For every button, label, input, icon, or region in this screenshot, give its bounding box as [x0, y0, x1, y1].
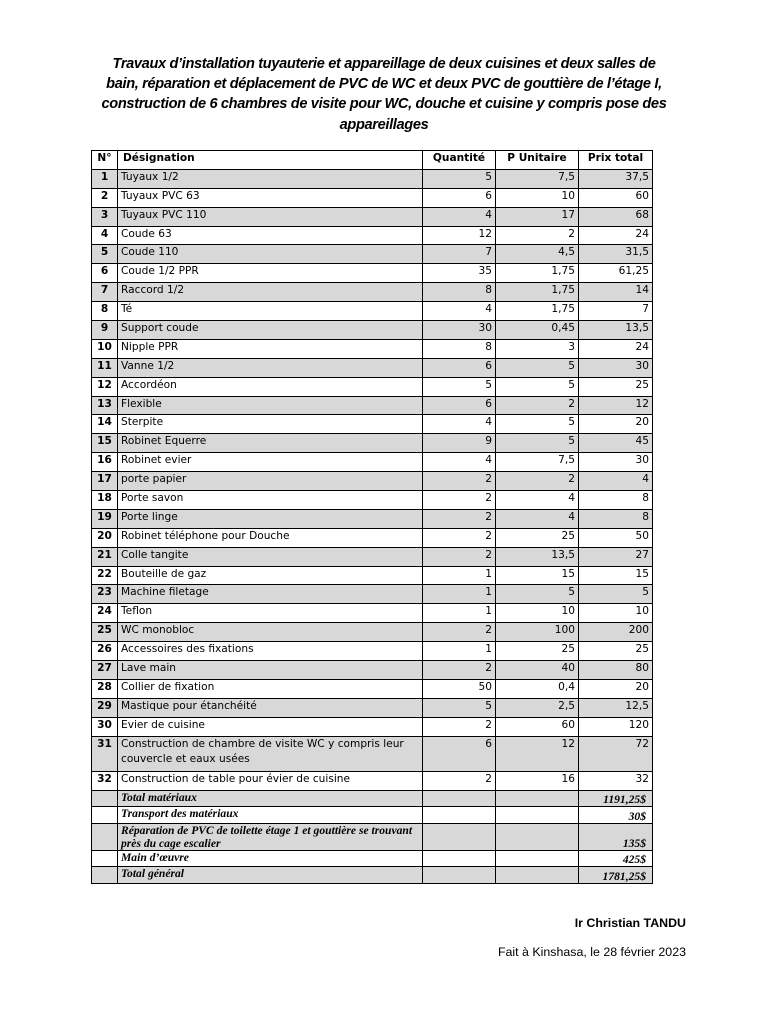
- table-row: [92, 377, 653, 396]
- row-designation: Bouteille de gaz: [118, 566, 423, 585]
- row-number: 3: [92, 207, 118, 226]
- row-total: 37,5: [579, 169, 653, 188]
- row-total: 10: [579, 604, 653, 623]
- row-quantite: 7: [423, 245, 496, 264]
- row-pu: 5: [496, 377, 579, 396]
- summary-empty-cell: [423, 850, 496, 867]
- row-number: 18: [92, 491, 118, 510]
- summary-label: Total matériaux: [118, 790, 423, 807]
- row-pu: 100: [496, 623, 579, 642]
- table-row: [92, 491, 653, 510]
- row-quantite: 30: [423, 321, 496, 340]
- summary-label: Main d’œuvre: [118, 850, 423, 867]
- summary-empty-cell: [496, 867, 579, 884]
- row-number: 15: [92, 434, 118, 453]
- row-designation: Coude 110: [118, 245, 423, 264]
- col-header-num: N°: [92, 151, 118, 170]
- table-row: [92, 547, 653, 566]
- row-pu: 40: [496, 661, 579, 680]
- row-quantite: 6: [423, 736, 496, 771]
- table-header-row: [92, 151, 653, 170]
- table-row: [92, 623, 653, 642]
- row-pu: 0,4: [496, 679, 579, 698]
- summary-empty-cell: [423, 823, 496, 850]
- table-row: [92, 302, 653, 321]
- row-total: 13,5: [579, 321, 653, 340]
- row-designation: Teflon: [118, 604, 423, 623]
- row-designation: Porte linge: [118, 509, 423, 528]
- row-designation: Coude 1/2 PPR: [118, 264, 423, 283]
- row-quantite: 2: [423, 623, 496, 642]
- row-designation: Machine filetage: [118, 585, 423, 604]
- row-number: 30: [92, 717, 118, 736]
- row-designation: Tuyaux 1/2: [118, 169, 423, 188]
- row-pu: 4: [496, 509, 579, 528]
- table-body: [92, 169, 653, 883]
- row-quantite: 1: [423, 642, 496, 661]
- summary-empty-cell: [92, 850, 118, 867]
- row-number: 31: [92, 736, 118, 771]
- table-row: [92, 339, 653, 358]
- row-total: 30: [579, 358, 653, 377]
- table-row: [92, 509, 653, 528]
- row-designation: Accessoires des fixations: [118, 642, 423, 661]
- summary-row: [92, 850, 653, 867]
- table-row: [92, 207, 653, 226]
- summary-value: 425$: [579, 850, 653, 867]
- table-row: [92, 528, 653, 547]
- row-total: 61,25: [579, 264, 653, 283]
- row-total: 25: [579, 642, 653, 661]
- table-row: [92, 698, 653, 717]
- row-number: 20: [92, 528, 118, 547]
- row-designation: Porte savon: [118, 491, 423, 510]
- table-row: [92, 604, 653, 623]
- row-total: 25: [579, 377, 653, 396]
- summary-empty-cell: [92, 823, 118, 850]
- row-total: 200: [579, 623, 653, 642]
- row-number: 27: [92, 661, 118, 680]
- row-pu: 7,5: [496, 453, 579, 472]
- row-pu: 5: [496, 434, 579, 453]
- table-row: [92, 169, 653, 188]
- summary-empty-cell: [92, 790, 118, 807]
- summary-row: [92, 867, 653, 884]
- row-number: 9: [92, 321, 118, 340]
- table-row: [92, 566, 653, 585]
- row-pu: 2: [496, 472, 579, 491]
- summary-value: 30$: [579, 807, 653, 824]
- row-pu: 12: [496, 736, 579, 771]
- row-quantite: 1: [423, 604, 496, 623]
- row-total: 80: [579, 661, 653, 680]
- row-designation: Mastique pour étanchéité: [118, 698, 423, 717]
- row-quantite: 2: [423, 491, 496, 510]
- row-number: 21: [92, 547, 118, 566]
- row-quantite: 4: [423, 302, 496, 321]
- signer-name: Ir Christian TANDU: [574, 916, 686, 930]
- summary-value: 1191,25$: [579, 790, 653, 807]
- summary-empty-cell: [92, 807, 118, 824]
- row-number: 24: [92, 604, 118, 623]
- row-quantite: 2: [423, 717, 496, 736]
- row-total: 7: [579, 302, 653, 321]
- summary-empty-cell: [496, 807, 579, 824]
- row-quantite: 5: [423, 377, 496, 396]
- row-designation: Robinet Equerre: [118, 434, 423, 453]
- row-number: 12: [92, 377, 118, 396]
- summary-empty-cell: [496, 790, 579, 807]
- table-row: [92, 415, 653, 434]
- row-designation: porte papier: [118, 472, 423, 491]
- row-quantite: 8: [423, 283, 496, 302]
- row-designation: Tuyaux PVC 110: [118, 207, 423, 226]
- row-quantite: 6: [423, 188, 496, 207]
- col-header-total: Prix total: [579, 151, 653, 170]
- row-designation: Robinet evier: [118, 453, 423, 472]
- table-row: [92, 453, 653, 472]
- summary-label: Total général: [118, 867, 423, 884]
- row-quantite: 4: [423, 207, 496, 226]
- row-designation: Vanne 1/2: [118, 358, 423, 377]
- row-number: 22: [92, 566, 118, 585]
- row-total: 20: [579, 415, 653, 434]
- cost-table: [91, 150, 653, 884]
- row-total: 4: [579, 472, 653, 491]
- summary-empty-cell: [496, 850, 579, 867]
- row-total: 20: [579, 679, 653, 698]
- row-quantite: 6: [423, 396, 496, 415]
- table-row: [92, 585, 653, 604]
- summary-empty-cell: [423, 867, 496, 884]
- table-row: [92, 717, 653, 736]
- summary-row: [92, 790, 653, 807]
- row-designation: Flexible: [118, 396, 423, 415]
- row-designation: Construction de chambre de visite WC y compris leur couvercle et eaux usées: [118, 736, 423, 771]
- row-pu: 4: [496, 491, 579, 510]
- row-pu: 17: [496, 207, 579, 226]
- row-quantite: 2: [423, 547, 496, 566]
- place-date: Fait à Kinshasa, le 28 février 2023: [497, 945, 686, 959]
- row-quantite: 1: [423, 585, 496, 604]
- row-number: 14: [92, 415, 118, 434]
- summary-empty-cell: [496, 823, 579, 850]
- row-designation: Support coude: [118, 321, 423, 340]
- row-number: 26: [92, 642, 118, 661]
- row-number: 7: [92, 283, 118, 302]
- row-pu: 5: [496, 585, 579, 604]
- row-pu: 1,75: [496, 302, 579, 321]
- row-pu: 5: [496, 358, 579, 377]
- row-total: 50: [579, 528, 653, 547]
- row-pu: 25: [496, 642, 579, 661]
- row-designation: WC monobloc: [118, 623, 423, 642]
- col-header-quantite: Quantité: [423, 151, 496, 170]
- row-number: 29: [92, 698, 118, 717]
- row-quantite: 9: [423, 434, 496, 453]
- row-number: 32: [92, 771, 118, 790]
- row-quantite: 2: [423, 509, 496, 528]
- row-pu: 25: [496, 528, 579, 547]
- summary-empty-cell: [92, 867, 118, 884]
- row-designation: Sterpite: [118, 415, 423, 434]
- row-number: 5: [92, 245, 118, 264]
- row-total: 8: [579, 491, 653, 510]
- row-quantite: 5: [423, 169, 496, 188]
- table-row: [92, 434, 653, 453]
- row-pu: 10: [496, 604, 579, 623]
- row-pu: 15: [496, 566, 579, 585]
- row-designation: Evier de cuisine: [118, 717, 423, 736]
- summary-label: Transport des matériaux: [118, 807, 423, 824]
- row-pu: 16: [496, 771, 579, 790]
- row-total: 72: [579, 736, 653, 771]
- row-designation: Construction de table pour évier de cuisine: [118, 771, 423, 790]
- row-designation: Robinet téléphone pour Douche: [118, 528, 423, 547]
- row-designation: Accordéon: [118, 377, 423, 396]
- row-number: 2: [92, 188, 118, 207]
- row-number: 6: [92, 264, 118, 283]
- row-quantite: 4: [423, 453, 496, 472]
- row-total: 31,5: [579, 245, 653, 264]
- row-number: 19: [92, 509, 118, 528]
- table-row: [92, 245, 653, 264]
- row-designation: Coude 63: [118, 226, 423, 245]
- table-row: [92, 226, 653, 245]
- row-total: 60: [579, 188, 653, 207]
- row-pu: 7,5: [496, 169, 579, 188]
- row-designation: Collier de fixation: [118, 679, 423, 698]
- table-row: [92, 188, 653, 207]
- row-total: 30: [579, 453, 653, 472]
- row-total: 24: [579, 226, 653, 245]
- row-number: 25: [92, 623, 118, 642]
- table-row: [92, 283, 653, 302]
- col-header-designation: Désignation: [118, 151, 423, 170]
- row-total: 12: [579, 396, 653, 415]
- row-total: 5: [579, 585, 653, 604]
- row-designation: Raccord 1/2: [118, 283, 423, 302]
- summary-row: [92, 823, 653, 850]
- summary-label: Réparation de PVC de toilette étage 1 et gouttière se trouvant près du cage escalier: [118, 823, 423, 850]
- table-row: [92, 642, 653, 661]
- row-pu: 3: [496, 339, 579, 358]
- row-total: 15: [579, 566, 653, 585]
- row-number: 28: [92, 679, 118, 698]
- row-number: 10: [92, 339, 118, 358]
- row-total: 45: [579, 434, 653, 453]
- row-total: 27: [579, 547, 653, 566]
- row-pu: 4,5: [496, 245, 579, 264]
- row-total: 14: [579, 283, 653, 302]
- row-designation: Té: [118, 302, 423, 321]
- row-designation: Tuyaux PVC 63: [118, 188, 423, 207]
- row-pu: 13,5: [496, 547, 579, 566]
- row-number: 8: [92, 302, 118, 321]
- row-quantite: 2: [423, 528, 496, 547]
- row-quantite: 2: [423, 661, 496, 680]
- table-row: [92, 264, 653, 283]
- row-number: 23: [92, 585, 118, 604]
- row-quantite: 50: [423, 679, 496, 698]
- row-quantite: 4: [423, 415, 496, 434]
- summary-value: 1781,25$: [579, 867, 653, 884]
- row-number: 17: [92, 472, 118, 491]
- row-pu: 1,75: [496, 283, 579, 302]
- document-title: Travaux d’installation tuyauterie et appareillage de deux cuisines et deux salles de bain, réparation et déplacement de PVC de WC et deux PVC de gouttière de l’étage I, construction de 6 chambres de visite pour WC, douche et cuisine y compris pose des appareillages: [101, 56, 667, 133]
- row-pu: 60: [496, 717, 579, 736]
- col-header-pu: P Unitaire: [496, 151, 579, 170]
- table-row: [92, 358, 653, 377]
- summary-empty-cell: [423, 807, 496, 824]
- row-total: 8: [579, 509, 653, 528]
- row-number: 13: [92, 396, 118, 415]
- row-quantite: 12: [423, 226, 496, 245]
- row-quantite: 1: [423, 566, 496, 585]
- row-number: 16: [92, 453, 118, 472]
- row-total: 24: [579, 339, 653, 358]
- row-pu: 10: [496, 188, 579, 207]
- row-pu: 0,45: [496, 321, 579, 340]
- row-pu: 2,5: [496, 698, 579, 717]
- row-total: 12,5: [579, 698, 653, 717]
- table-row: [92, 679, 653, 698]
- row-pu: 1,75: [496, 264, 579, 283]
- row-designation: Lave main: [118, 661, 423, 680]
- row-pu: 5: [496, 415, 579, 434]
- row-quantite: 2: [423, 472, 496, 491]
- row-quantite: 8: [423, 339, 496, 358]
- row-total: 68: [579, 207, 653, 226]
- row-number: 4: [92, 226, 118, 245]
- summary-empty-cell: [423, 790, 496, 807]
- row-pu: 2: [496, 396, 579, 415]
- row-pu: 2: [496, 226, 579, 245]
- table-row: [92, 321, 653, 340]
- row-quantite: 35: [423, 264, 496, 283]
- table-row: [92, 736, 653, 771]
- row-quantite: 5: [423, 698, 496, 717]
- table-row: [92, 472, 653, 491]
- table-row: [92, 396, 653, 415]
- row-designation: Nipple PPR: [118, 339, 423, 358]
- row-quantite: 2: [423, 771, 496, 790]
- row-quantite: 6: [423, 358, 496, 377]
- row-total: 120: [579, 717, 653, 736]
- summary-value: 135$: [579, 823, 653, 850]
- row-designation: Colle tangite: [118, 547, 423, 566]
- row-number: 1: [92, 169, 118, 188]
- table-row: [92, 661, 653, 680]
- row-total: 32: [579, 771, 653, 790]
- row-number: 11: [92, 358, 118, 377]
- summary-row: [92, 807, 653, 824]
- table-row: [92, 771, 653, 790]
